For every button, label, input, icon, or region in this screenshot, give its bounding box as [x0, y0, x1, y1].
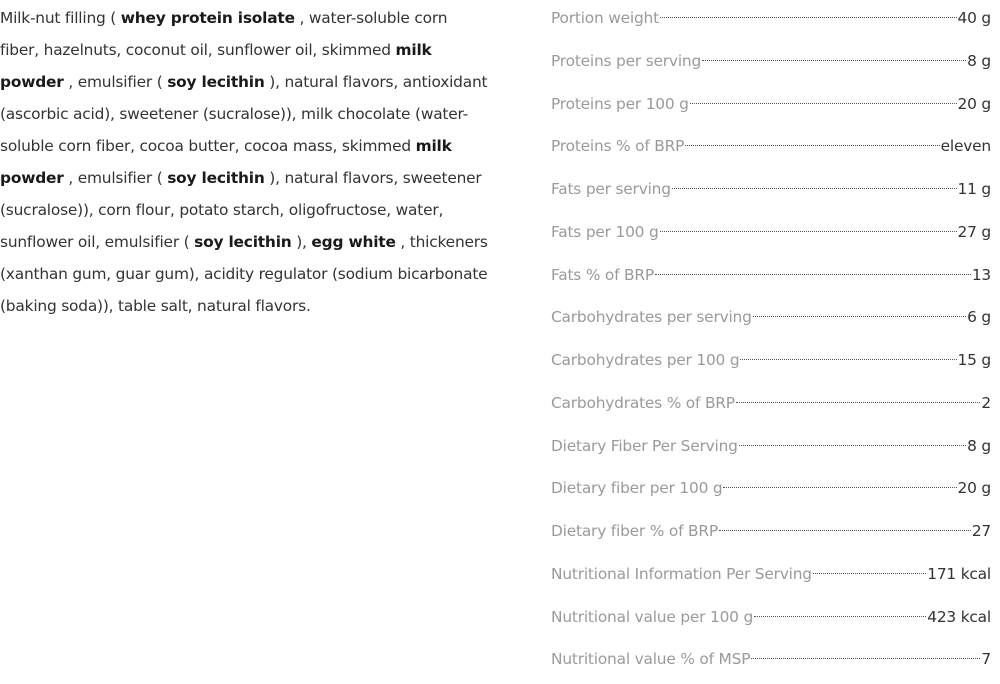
- nutrition-value: 27: [971, 522, 991, 540]
- dotted-leader: [655, 274, 971, 275]
- nutrition-row-energy-percent: [551, 641, 991, 684]
- nutrition-value: 6 g: [967, 308, 991, 327]
- nutrition-row-fats-percent: [551, 257, 991, 300]
- nutrition-facts-list: [551, 0, 991, 684]
- nutrition-row-fats-per-100g: [551, 214, 991, 257]
- dotted-leader: [754, 616, 926, 617]
- nutrition-label: Fats per serving: [551, 180, 671, 198]
- nutrition-value: 8 g: [967, 436, 991, 455]
- allergen-highlight: milk powder: [0, 137, 452, 187]
- nutrition-label: Proteins per 100 g: [551, 94, 689, 113]
- nutrition-value: 7: [981, 650, 991, 669]
- dotted-leader: [740, 359, 956, 360]
- allergen-highlight: soy lecithin: [167, 73, 265, 91]
- allergen-highlight: soy lecithin: [194, 233, 292, 251]
- ingredient-segment: ), natural flavors, antioxidant (ascorbic acid), sweetener (sucralose)), milk chocolate (water-soluble corn fiber, cocoa butter, cocoa mass, skimmed: [0, 73, 488, 155]
- nutrition-value: 27 g: [957, 222, 991, 241]
- nutrition-label: Carbohydrates per serving: [551, 308, 752, 327]
- allergen-highlight: whey protein isolate: [120, 9, 295, 27]
- nutrition-row-carbohydrates-per-100g: [551, 342, 991, 385]
- nutrition-row-carbohydrates-percent: [551, 385, 991, 428]
- nutrition-label: Proteins % of BRP: [551, 137, 685, 156]
- nutrition-row-proteins-per-100g: [551, 86, 991, 129]
- nutrition-label: Portion weight: [551, 9, 659, 27]
- nutrition-value: 20 g: [957, 94, 991, 113]
- nutrition-row-carbohydrates-per-serving: [551, 299, 991, 342]
- dotted-leader: [813, 573, 926, 574]
- allergen-highlight: egg white: [311, 233, 396, 251]
- nutrition-value: eleven: [940, 137, 991, 156]
- dotted-leader: [739, 445, 966, 446]
- nutrition-row-proteins-percent: [551, 128, 991, 171]
- ingredient-segment: Milk-nut filling (: [0, 9, 121, 27]
- dotted-leader: [736, 402, 981, 403]
- ingredients-text: [0, 2, 490, 322]
- nutrition-row-fiber-per-serving: [551, 428, 991, 471]
- nutrition-label: Carbohydrates per 100 g: [551, 351, 740, 369]
- dotted-leader: [719, 530, 971, 531]
- nutrition-label: Proteins per serving: [551, 51, 702, 70]
- nutrition-label: Fats per 100 g: [551, 222, 659, 241]
- dotted-leader: [723, 487, 956, 488]
- nutrition-value: 11 g: [957, 180, 991, 198]
- nutrition-row-fiber-per-100g: [551, 470, 991, 513]
- nutrition-value: 171 kcal: [927, 564, 991, 583]
- nutrition-row-energy-per-100g: [551, 599, 991, 642]
- nutrition-value: 423 kcal: [927, 607, 991, 626]
- nutrition-row-fiber-percent: [551, 513, 991, 556]
- nutrition-label: Dietary fiber % of BRP: [551, 522, 718, 540]
- allergen-highlight: milk powder: [0, 41, 432, 91]
- ingredient-segment: ), natural flavors, sweetener (sucralose)), corn flour, potato starch, oligofructose, water, sunflower oil, emulsifier (: [0, 169, 482, 251]
- allergen-highlight: soy lecithin: [167, 169, 265, 187]
- nutrition-value: 8 g: [967, 51, 991, 70]
- ingredient-segment: , emulsifier (: [63, 169, 168, 187]
- nutrition-value: 20 g: [957, 479, 991, 498]
- nutrition-label: Nutritional value per 100 g: [551, 607, 754, 626]
- nutrition-label: Nutritional Information Per Serving: [551, 564, 812, 583]
- nutrition-row-fats-per-serving: [551, 171, 991, 214]
- nutrition-value: 13: [971, 265, 991, 284]
- ingredient-segment: , water-soluble corn fiber, hazelnuts, coconut oil, sunflower oil, skimmed: [0, 9, 448, 59]
- nutrition-label: Nutritional value % of MSP: [551, 650, 751, 669]
- dotted-leader: [753, 316, 966, 317]
- nutrition-row-proteins-per-serving: [551, 43, 991, 86]
- nutrition-label: Carbohydrates % of BRP: [551, 393, 735, 412]
- dotted-leader: [751, 658, 980, 659]
- nutrition-label: Dietary Fiber Per Serving: [551, 436, 738, 455]
- ingredient-segment: , emulsifier (: [63, 73, 168, 91]
- nutrition-value: 15 g: [957, 351, 991, 369]
- nutrition-label: Fats % of BRP: [551, 265, 654, 284]
- nutrition-value: 2: [981, 393, 991, 412]
- ingredient-segment: ),: [291, 233, 312, 251]
- nutrition-label: Dietary fiber per 100 g: [551, 479, 723, 498]
- dotted-leader: [702, 60, 966, 61]
- dotted-leader: [672, 188, 957, 189]
- nutrition-row-energy-per-serving: [551, 556, 991, 599]
- dotted-leader: [685, 145, 939, 146]
- dotted-leader: [660, 17, 957, 18]
- nutrition-row-portion-weight: [551, 0, 991, 43]
- dotted-leader: [690, 103, 957, 104]
- dotted-leader: [660, 231, 957, 232]
- nutrition-value: 40 g: [957, 9, 991, 27]
- ingredient-segment: , thickeners (xanthan gum, guar gum), acidity regulator (sodium bicarbonate (baking soda)), table salt, natural flavors.: [0, 233, 488, 315]
